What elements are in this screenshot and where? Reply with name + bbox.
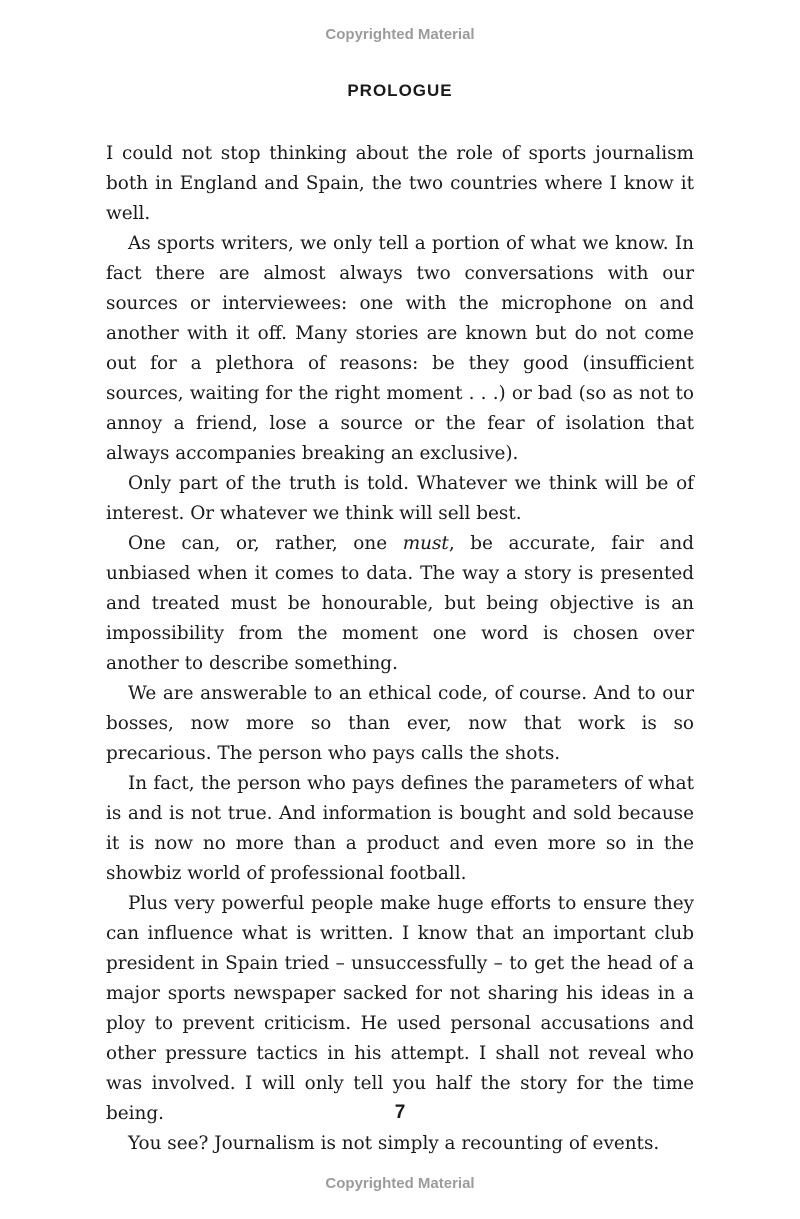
body-text (106, 139, 694, 1159)
paragraph (106, 529, 694, 679)
paragraph: You see? Journalism is not simply a recounting of events. (128, 1133, 660, 1154)
paragraph-text: , be accurate, fair and unbiased when it comes to data. The way a story is presented and treated must be honourable, but being objective is an impossibility from the moment one word is chosen over another to describe something. (106, 533, 695, 674)
copyright-watermark-bottom: Copyrighted Material (325, 1175, 475, 1192)
paragraph: We are answerable to an ethical code, of course. And to our bosses, now more so than ever, now that work is so precarious. The person who pays calls the shots. (106, 683, 694, 764)
paragraph: In fact, the person who pays defines the parameters of what is and is not true. And information is bought and sold because it is now no more than a product and even more so in the showbiz world of professional football. (106, 773, 694, 884)
paragraph-text: One can, or, rather, one (128, 533, 403, 554)
paragraph: Only part of the truth is told. Whatever we think will be of interest. Or whatever we think will sell best. (106, 473, 694, 524)
copyright-watermark-top: Copyrighted Material (325, 26, 475, 43)
paragraph: Plus very powerful people make huge efforts to ensure they can influence what is written. I know that an important club president in Spain tried – unsuccessfully – to get the head of a major sports newspaper sacked for not sharing his ideas in a ploy to prevent criticism. He used personal accusations and other pressure tactics in his attempt. I shall not reveal who was involved. I will only tell you half the story for the time being. (106, 893, 694, 1124)
emphasis-text: must (402, 533, 449, 554)
paragraph: I could not stop thinking about the role of sports journalism both in England and Spain, the two countries where I know it well. (106, 143, 694, 224)
running-head: PROLOGUE (347, 81, 453, 100)
paragraph: As sports writers, we only tell a portion of what we know. In fact there are almost always two conversations with our sources or interviewees: one with the microphone on and another with it off. Many stories are known but do not come out for a plethora of reasons: be they good (insufficient sources, waiting for the right moment . . .) or bad (so as not to annoy a friend, lose a source or the fear of isolation that always accompanies breaking an exclusive). (106, 233, 694, 464)
page-number: 7 (394, 1102, 406, 1123)
